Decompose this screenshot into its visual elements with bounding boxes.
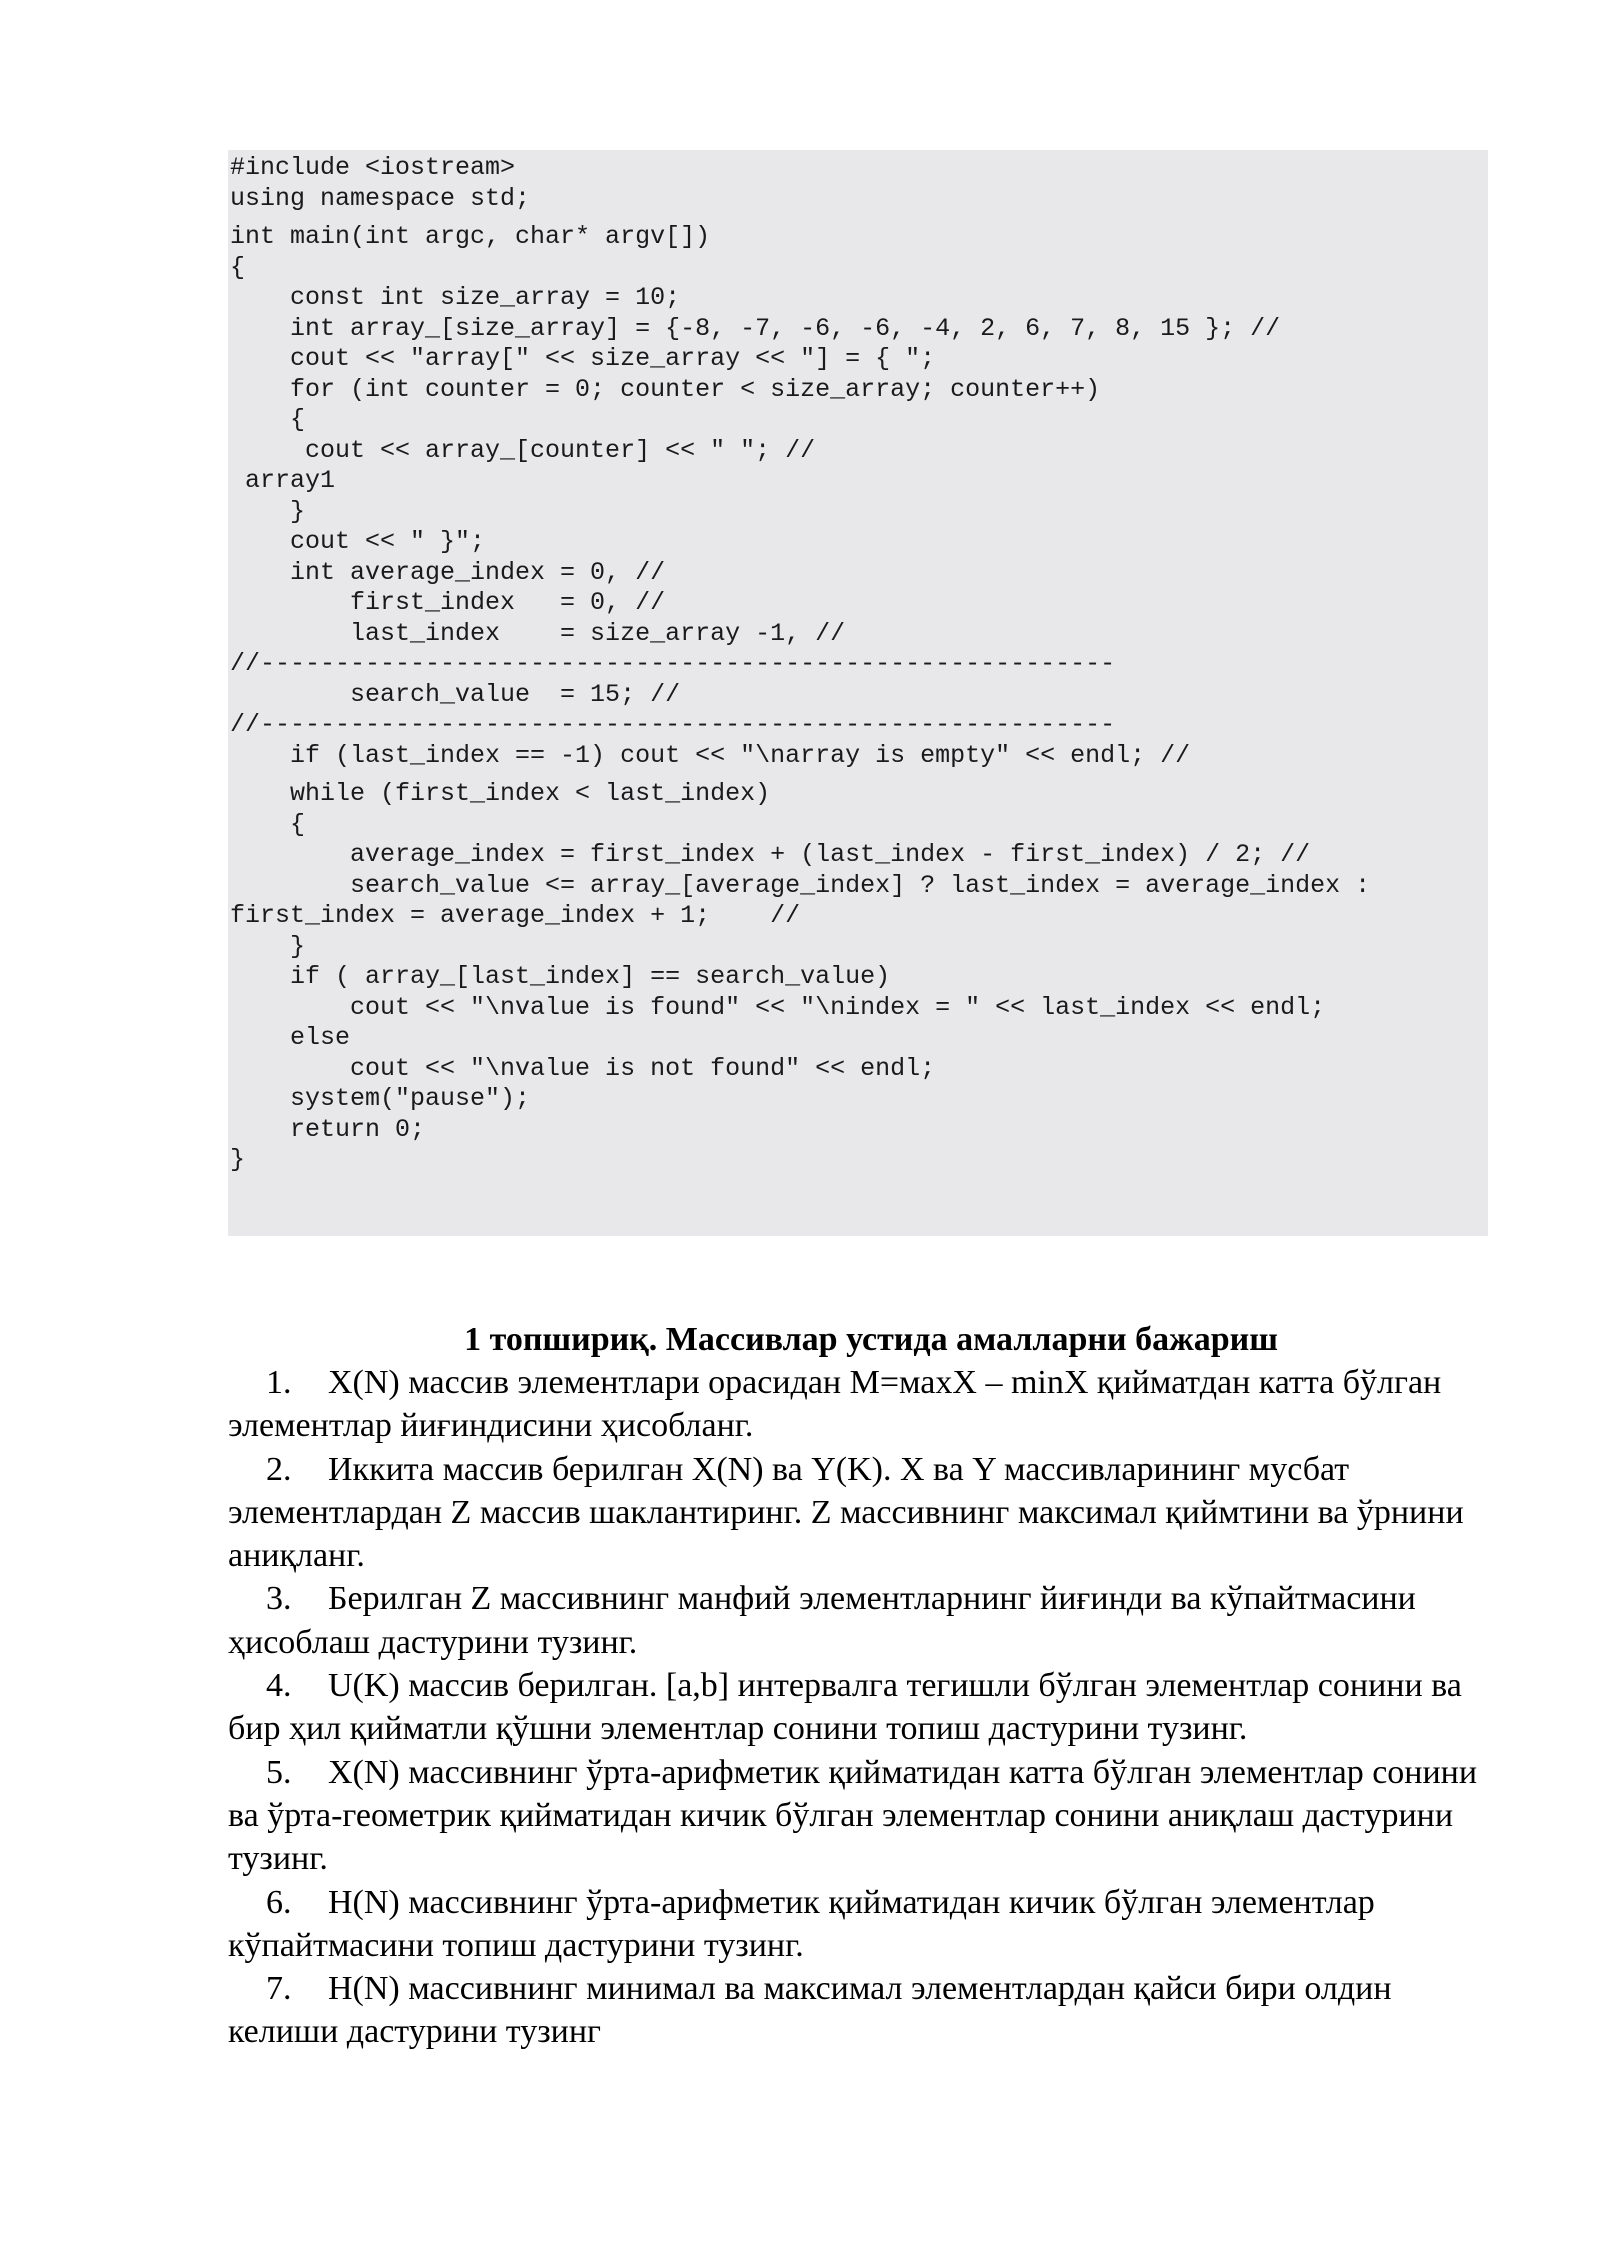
task-number: 6. xyxy=(266,1883,292,1921)
code-line: array1 xyxy=(230,466,336,495)
task-number: 1. xyxy=(266,1364,292,1401)
task-text: H(N) массивнинг ўрта-арифметик қийматидан кичик бўлган элементлар кўпайтмасини топиш дастурини тузинг. xyxy=(228,1883,1375,1964)
task-item xyxy=(228,1577,1498,1664)
section-title: 1 топшириқ. Массивлар устида амалларни бажариш xyxy=(464,1321,1278,1358)
code-line: while (first_index < last_index) xyxy=(230,779,771,808)
code-line: first_index = average_index + 1; // xyxy=(230,901,801,930)
task-item xyxy=(228,1361,1498,1448)
code-line: average_index = first_index + (last_index - first_index) / 2; // xyxy=(230,840,1311,869)
code-line: //--------------------------------------------------------- xyxy=(230,710,1116,739)
task-text: X(N) массив элементлари орасидан M=махX – minX қийматдан катта бўлган элементлар йиғиндисини ҳисобланг. xyxy=(228,1364,1442,1445)
code-line: return 0; xyxy=(230,1114,426,1144)
code-line: cout << "\nvalue is found" << "\nindex = " << last_index << endl; xyxy=(230,992,1326,1022)
code-line: cout << "array[" << size_array << "] = { "; xyxy=(230,344,936,373)
code-line: { xyxy=(230,405,306,434)
task-item xyxy=(228,1664,1498,1751)
task-item xyxy=(228,1967,1498,2054)
code-line: { xyxy=(230,252,246,282)
code-line: search_value <= array_[average_index] ? last_index = average_index : xyxy=(230,870,1371,900)
code-line: using namespace std; xyxy=(230,183,531,213)
code-line: } xyxy=(230,496,306,526)
task-number: 7. xyxy=(266,1970,292,2008)
code-line: first_index = 0, // xyxy=(230,588,666,617)
code-line: { xyxy=(230,809,306,839)
code-line: if (last_index == -1) cout << "\narray is empty" << endl; // xyxy=(230,740,1191,770)
code-line: search_value = 15; // xyxy=(230,679,681,709)
code-line: cout << "\nvalue is not found" << endl; xyxy=(230,1053,936,1083)
task-number: 2. xyxy=(266,1450,292,1488)
task-number: 4. xyxy=(266,1667,292,1705)
code-line: for (int counter = 0; counter < size_array; counter++) xyxy=(230,374,1101,404)
code-line: } xyxy=(230,931,306,961)
code-line xyxy=(230,771,1488,779)
task-text: U(K) массив берилган. [a,b] интервалга тегишли бўлган элементлар сонини ва бир ҳил қийматли қўшни элементлар сонини топиш дастурини тузинг. xyxy=(228,1667,1462,1748)
task-item xyxy=(228,1448,1498,1578)
task-item xyxy=(228,1751,1498,1881)
code-line: //--------------------------------------------------------- xyxy=(230,649,1116,678)
code-line: #include <iostream> xyxy=(230,153,516,182)
task-list xyxy=(228,1361,1498,2054)
code-line: cout << array_[counter] << " "; // xyxy=(230,435,816,465)
task-section xyxy=(228,1318,1498,2054)
code-line: int average_index = 0, // xyxy=(230,557,666,587)
code-line: cout << " }"; xyxy=(230,527,486,556)
task-text: Иккита массив берилган X(N) ва Y(K). X ва Y массивларининг мусбат элементлардан Z массив шаклантиринг. Z массивнинг максимал қиймтини ва ўрнини аниқланг. xyxy=(228,1450,1464,1575)
code-line: else xyxy=(230,1023,351,1052)
task-text: X(N) массивнинг ўрта-арифметик қийматидан катта бўлган элементлар сонини ва ўрта-геометрик қийматидан кичик бўлган элементлар сонини аниқлаш дастурини тузинг. xyxy=(228,1753,1478,1878)
code-line: int main(int argc, char* argv[]) xyxy=(230,222,711,251)
code-line: last_index = size_array -1, // xyxy=(230,618,846,648)
code-line: const int size_array = 10; xyxy=(230,283,681,312)
code-line: if ( array_[last_index] == search_value) xyxy=(230,962,891,991)
task-item xyxy=(228,1881,1498,1968)
code-line: int array_[size_array] = {-8, -7, -6, -6, -4, 2, 6, 7, 8, 15 }; // xyxy=(230,313,1281,343)
code-line xyxy=(230,214,1488,222)
task-number: 3. xyxy=(266,1580,292,1618)
task-text: Берилган Z массивнинг манфий элементларнинг йиғинди ва кўпайтмасини ҳисоблаш дастурини тузинг. xyxy=(228,1580,1416,1661)
code-line: } xyxy=(230,1145,246,1174)
code-block xyxy=(228,150,1488,1236)
code-line: system("pause"); xyxy=(230,1084,531,1113)
task-number: 5. xyxy=(266,1753,292,1791)
task-text: H(N) массивнинг минимал ва максимал элементлардан қайси бири олдин келиши дастурини тузинг xyxy=(228,1970,1392,2051)
